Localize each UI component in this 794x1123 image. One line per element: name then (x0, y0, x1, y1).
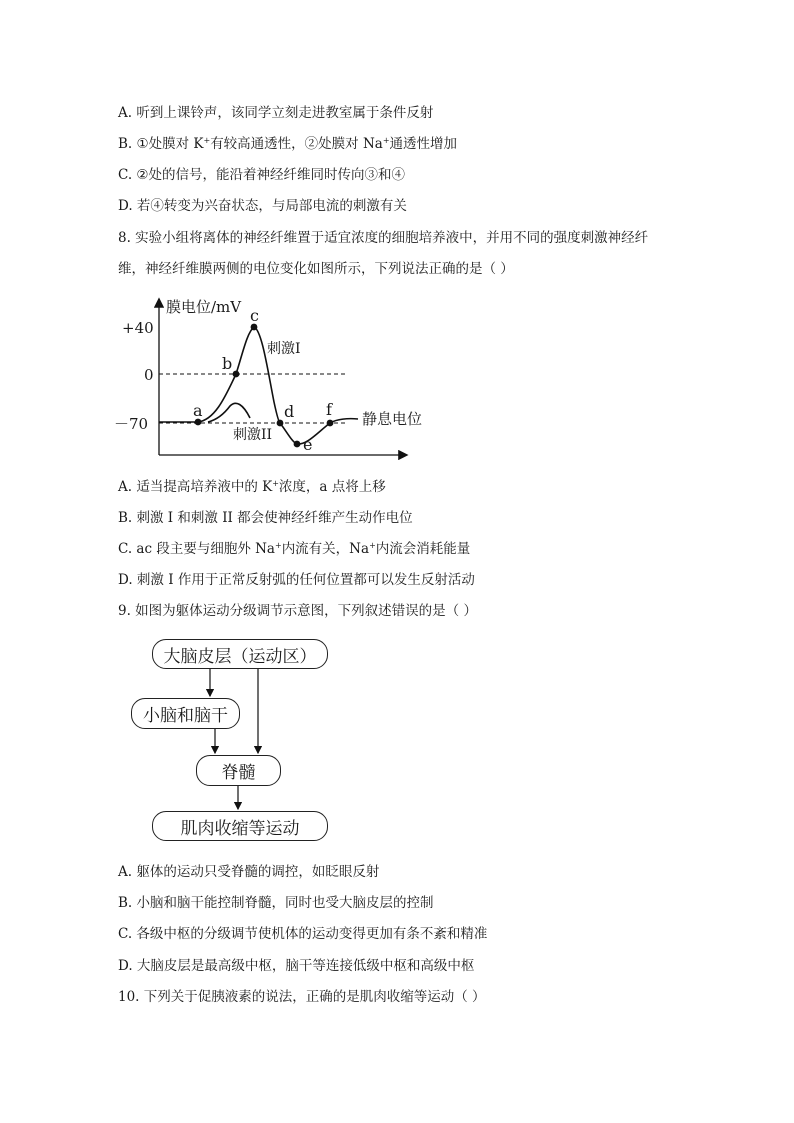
sodium-superscript: + (274, 541, 282, 550)
q7-option-b-part2: 有较高通透性，②处膜对 Na (210, 136, 383, 152)
q8-option-c-part1: C. ac 段主要与细胞外 Na (118, 541, 275, 557)
box-cerebellum-brainstem: 小脑和脑干 (131, 698, 240, 729)
q9-option-d: D. 大脑皮层是最高级中枢，脑干等连接低级中枢和高级中枢 (118, 958, 475, 974)
label-stimulus2: 刺激II (233, 427, 273, 443)
q10-stem: 10. 下列关于促胰液素的说法，正确的是肌肉收缩等运动（ ） (118, 989, 486, 1005)
label-a: a (193, 401, 203, 420)
label-f: f (326, 400, 332, 419)
q7-option-a: A. 听到上课铃声，该同学立刻走进教室属于条件反射 (118, 105, 434, 121)
y-axis-label: 膜电位/mV (166, 298, 242, 316)
point-e (294, 441, 301, 448)
point-f (327, 420, 334, 427)
label-d: d (284, 402, 295, 421)
tick-plus40: +40 (122, 319, 154, 337)
potassium-superscript: + (203, 136, 211, 145)
tick-minus70: －70 (114, 415, 149, 433)
q7-option-b-part3: 通透性增加 (389, 136, 458, 152)
q9-option-b: B. 小脑和脑干能控制脊髓，同时也受大脑皮层的控制 (118, 895, 434, 911)
label-stimulus1: 刺激I (267, 341, 301, 357)
q8-option-c-part2: 内流有关，Na (281, 541, 370, 557)
point-b (233, 371, 240, 378)
label-b: b (222, 354, 233, 373)
sodium-superscript: + (382, 136, 390, 145)
label-resting-potential: 静息电位 (362, 410, 423, 428)
q8-option-b: B. 刺激 I 和刺激 II 都会使神经纤维产生动作电位 (118, 510, 413, 526)
membrane-potential-chart (112, 292, 432, 464)
q7-option-b-part1: B. ①处膜对 K (118, 136, 204, 152)
potassium-superscript: + (272, 479, 279, 488)
q7-option-b (118, 135, 457, 153)
box-spinal-cord: 脊髓 (196, 755, 281, 786)
label-c: c (250, 306, 259, 325)
q8-stem-line1: 8. 实验小组将离体的神经纤维置于适宜浓度的细胞培养液中，并用不同的强度刺激神经纤 (118, 230, 649, 246)
q8-option-c (118, 540, 470, 558)
point-d (277, 420, 284, 427)
tick-0: 0 (144, 366, 154, 384)
q8-option-a-part1: A. 适当提高培养液中的 K (118, 479, 273, 495)
label-e: e (303, 435, 313, 454)
q7-option-d: D. 若④转变为兴奋状态，与局部电流的刺激有关 (118, 198, 407, 214)
box-cerebral-cortex: 大脑皮层（运动区） (152, 639, 328, 669)
sodium-superscript: + (369, 541, 376, 550)
q7-option-c: C. ②处的信号，能沿着神经纤维同时传向③和④ (118, 167, 406, 183)
q9-stem: 9. 如图为躯体运动分级调节示意图，下列叙述错误的是（ ） (118, 603, 477, 619)
q9-option-c: C. 各级中枢的分级调节使机体的运动变得更加有条不紊和精准 (118, 926, 488, 942)
q8-stem-line2: 维，神经纤维膜两侧的电位变化如图所示，下列说法正确的是（ ） (118, 261, 514, 277)
q8-option-c-part3: 内流会消耗能量 (375, 541, 471, 557)
box-muscle-movement: 肌肉收缩等运动 (152, 811, 328, 841)
q8-option-d: D. 刺激 I 作用于正常反射弧的任何位置都可以发生反射活动 (118, 572, 475, 588)
q8-option-a-part2: 浓度，a 点将上移 (278, 479, 386, 495)
q8-option-a (118, 478, 386, 496)
q9-option-a: A. 躯体的运动只受脊髓的调控，如眨眼反射 (118, 864, 380, 880)
